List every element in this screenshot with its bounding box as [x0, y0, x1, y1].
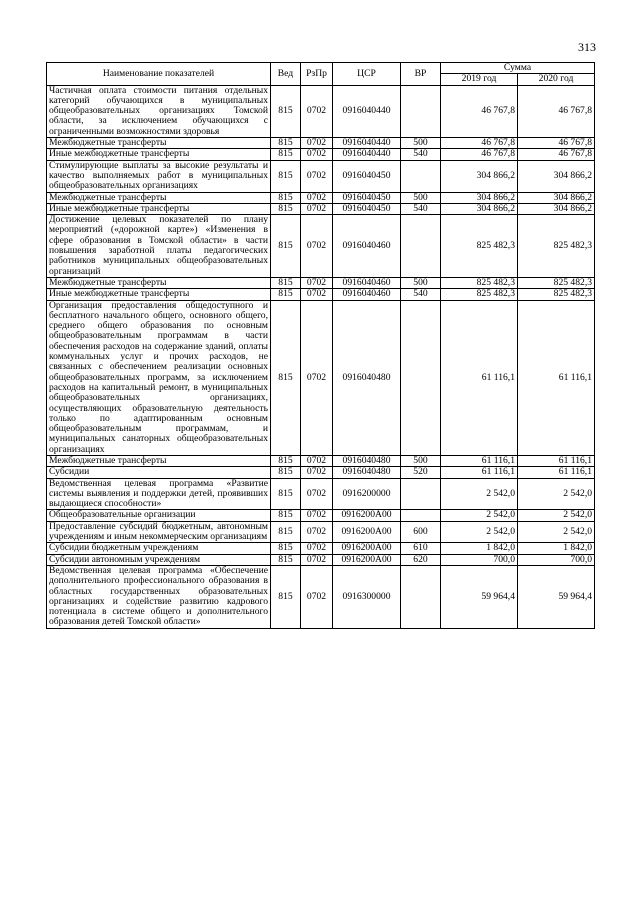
table-row [47, 521, 595, 543]
row-ved: 815 [271, 467, 301, 478]
table-row [47, 149, 595, 160]
row-ved: 815 [271, 138, 301, 149]
row-vr: 540 [401, 289, 441, 300]
row-sum-2019: 304 866,2 [441, 160, 518, 192]
row-name: Ведомственная целевая программа «Развитие системы выявления и поддержки детей, проявивших выдающиеся способности» [47, 478, 271, 510]
row-name: Межбюджетные трансферты [47, 277, 271, 288]
row-sum-2020: 46 767,8 [518, 85, 595, 137]
row-name: Частичная оплата стоимости питания отдельных категорий обучающихся в муниципальных общеобразовательных организациях Томской области, за исключением обучающихся с ограниченными возможностями здоровья [47, 85, 271, 137]
row-sum-2019: 700,0 [441, 554, 518, 565]
row-sum-2020: 1 842,0 [518, 543, 595, 554]
row-sum-2019: 1 842,0 [441, 543, 518, 554]
row-sum-2020: 2 542,0 [518, 510, 595, 521]
row-vr: 540 [401, 149, 441, 160]
row-vr: 500 [401, 277, 441, 288]
header-name: Наименование показателей [47, 63, 271, 86]
row-csr: 0916040480 [333, 300, 401, 455]
row-sum-2020: 825 482,3 [518, 289, 595, 300]
row-rzpr: 0702 [301, 543, 333, 554]
row-sum-2020: 825 482,3 [518, 215, 595, 278]
row-csr: 0916040450 [333, 192, 401, 203]
row-rzpr: 0702 [301, 289, 333, 300]
row-ved: 815 [271, 478, 301, 510]
table-body [47, 85, 595, 628]
row-csr: 0916040440 [333, 149, 401, 160]
row-name: Субсидии бюджетным учреждениям [47, 543, 271, 554]
row-ved: 815 [271, 565, 301, 628]
row-name: Стимулирующие выплаты за высокие результаты и качество выполняемых работ в муниципальных общеобразовательных организациях [47, 160, 271, 192]
row-sum-2019: 46 767,8 [441, 138, 518, 149]
row-csr: 0916040480 [333, 455, 401, 466]
table-row [47, 543, 595, 554]
row-ved: 815 [271, 149, 301, 160]
table-row [47, 467, 595, 478]
row-ved: 815 [271, 554, 301, 565]
row-sum-2019: 2 542,0 [441, 478, 518, 510]
row-name: Иные межбюджетные трансферты [47, 289, 271, 300]
row-csr: 0916040460 [333, 277, 401, 288]
row-csr: 0916040440 [333, 85, 401, 137]
table-row [47, 478, 595, 510]
row-vr [401, 160, 441, 192]
table-row [47, 554, 595, 565]
row-sum-2020: 61 116,1 [518, 467, 595, 478]
row-rzpr: 0702 [301, 192, 333, 203]
row-sum-2019: 825 482,3 [441, 277, 518, 288]
row-csr: 0916040460 [333, 215, 401, 278]
row-csr: 0916200А00 [333, 521, 401, 543]
row-ved: 815 [271, 521, 301, 543]
row-csr: 0916040440 [333, 138, 401, 149]
table-row [47, 510, 595, 521]
row-sum-2019: 304 866,2 [441, 192, 518, 203]
row-name: Ведомственная целевая программа «Обеспечение дополнительного профессионального образования в областных государственных образовательных организациях и содействие развитию кадрового потенциала в системе общего и дополнительного образования детей Томской области» [47, 565, 271, 628]
row-rzpr: 0702 [301, 300, 333, 455]
row-sum-2020: 46 767,8 [518, 138, 595, 149]
row-sum-2020: 2 542,0 [518, 478, 595, 510]
row-sum-2020: 59 964,4 [518, 565, 595, 628]
row-sum-2019: 46 767,8 [441, 149, 518, 160]
row-csr: 0916200000 [333, 478, 401, 510]
row-sum-2019: 825 482,3 [441, 289, 518, 300]
row-csr: 0916200А00 [333, 543, 401, 554]
row-ved: 815 [271, 192, 301, 203]
row-sum-2019: 825 482,3 [441, 215, 518, 278]
row-rzpr: 0702 [301, 565, 333, 628]
row-sum-2019: 61 116,1 [441, 467, 518, 478]
row-vr: 600 [401, 521, 441, 543]
table-row [47, 85, 595, 137]
row-vr [401, 510, 441, 521]
table-row [47, 565, 595, 628]
row-sum-2020: 61 116,1 [518, 300, 595, 455]
row-name: Межбюджетные трансферты [47, 455, 271, 466]
header-vr: ВР [401, 63, 441, 86]
table-row [47, 289, 595, 300]
row-rzpr: 0702 [301, 521, 333, 543]
row-csr: 0916200А00 [333, 554, 401, 565]
row-vr: 620 [401, 554, 441, 565]
row-rzpr: 0702 [301, 277, 333, 288]
row-csr: 0916040450 [333, 160, 401, 192]
row-vr [401, 300, 441, 455]
row-name: Межбюджетные трансферты [47, 138, 271, 149]
row-csr: 0916040480 [333, 467, 401, 478]
row-rzpr: 0702 [301, 455, 333, 466]
row-rzpr: 0702 [301, 138, 333, 149]
row-sum-2020: 46 767,8 [518, 149, 595, 160]
row-ved: 815 [271, 277, 301, 288]
row-name: Предоставление субсидий бюджетным, автономным учреждениям и иным некоммерческим организациям [47, 521, 271, 543]
row-sum-2019: 61 116,1 [441, 300, 518, 455]
header-ved: Вед [271, 63, 301, 86]
table-row [47, 203, 595, 214]
row-ved: 815 [271, 215, 301, 278]
row-rzpr: 0702 [301, 478, 333, 510]
row-name: Межбюджетные трансферты [47, 192, 271, 203]
row-sum-2020: 304 866,2 [518, 192, 595, 203]
row-ved: 815 [271, 300, 301, 455]
row-name: Иные межбюджетные трансферты [47, 203, 271, 214]
header-row [47, 63, 595, 74]
row-csr: 0916300000 [333, 565, 401, 628]
row-vr: 520 [401, 467, 441, 478]
row-rzpr: 0702 [301, 467, 333, 478]
row-ved: 815 [271, 543, 301, 554]
row-ved: 815 [271, 160, 301, 192]
row-vr: 500 [401, 192, 441, 203]
row-rzpr: 0702 [301, 554, 333, 565]
row-vr: 500 [401, 455, 441, 466]
row-sum-2019: 2 542,0 [441, 521, 518, 543]
row-vr [401, 565, 441, 628]
table-row [47, 138, 595, 149]
table-row [47, 215, 595, 278]
row-csr: 0916040460 [333, 289, 401, 300]
row-rzpr: 0702 [301, 510, 333, 521]
row-rzpr: 0702 [301, 85, 333, 137]
row-ved: 815 [271, 510, 301, 521]
row-rzpr: 0702 [301, 149, 333, 160]
row-vr [401, 478, 441, 510]
row-vr [401, 85, 441, 137]
row-sum-2019: 59 964,4 [441, 565, 518, 628]
table-row [47, 300, 595, 455]
row-sum-2020: 61 116,1 [518, 455, 595, 466]
header-sum: Сумма [441, 63, 595, 74]
row-name: Субсидии автономным учреждениям [47, 554, 271, 565]
header-rzpr: РзПр [301, 63, 333, 86]
page-number: 313 [578, 40, 596, 54]
row-vr: 540 [401, 203, 441, 214]
row-sum-2020: 304 866,2 [518, 160, 595, 192]
row-csr: 0916200А00 [333, 510, 401, 521]
row-sum-2020: 304 866,2 [518, 203, 595, 214]
row-rzpr: 0702 [301, 215, 333, 278]
row-sum-2019: 304 866,2 [441, 203, 518, 214]
row-sum-2020: 2 542,0 [518, 521, 595, 543]
table-row [47, 160, 595, 192]
row-sum-2020: 700,0 [518, 554, 595, 565]
row-vr: 500 [401, 138, 441, 149]
row-sum-2019: 61 116,1 [441, 455, 518, 466]
row-sum-2020: 825 482,3 [518, 277, 595, 288]
budget-table [46, 62, 595, 629]
row-name: Достижение целевых показателей по плану мероприятий («дорожной карте») «Изменения в сфере образования в Томской области» в части повышения заработной платы педагогических работников муниципальных общеобразовательных организаций [47, 215, 271, 278]
row-ved: 815 [271, 85, 301, 137]
table-row [47, 455, 595, 466]
header-csr: ЦСР [333, 63, 401, 86]
row-rzpr: 0702 [301, 160, 333, 192]
row-csr: 0916040450 [333, 203, 401, 214]
row-name: Иные межбюджетные трансферты [47, 149, 271, 160]
header-year-2019: 2019 год [441, 74, 518, 85]
row-rzpr: 0702 [301, 203, 333, 214]
row-sum-2019: 46 767,8 [441, 85, 518, 137]
row-ved: 815 [271, 203, 301, 214]
row-ved: 815 [271, 289, 301, 300]
table-row [47, 277, 595, 288]
row-name: Общеобразовательные организации [47, 510, 271, 521]
row-vr [401, 215, 441, 278]
row-ved: 815 [271, 455, 301, 466]
table-row [47, 192, 595, 203]
header-year-2020: 2020 год [518, 74, 595, 85]
row-name: Субсидии [47, 467, 271, 478]
row-vr: 610 [401, 543, 441, 554]
row-sum-2019: 2 542,0 [441, 510, 518, 521]
row-name: Организация предоставления общедоступного и бесплатного начального общего, основного общего, среднего общего образования по основным общеобразовательным программам в части обеспечения расходов на содержание зданий, оплаты коммунальных услуг и прочих расходов, не связанных с обеспечением реализации основных общеобразовательных программ, за исключением расходов на капитальный ремонт, в муниципальных общеобразовательных организациях, осуществляющих образовательную деятельность только по адаптированным основным общеобразовательным программам, и муниципальных санаторных общеобразовательных организациях [47, 300, 271, 455]
